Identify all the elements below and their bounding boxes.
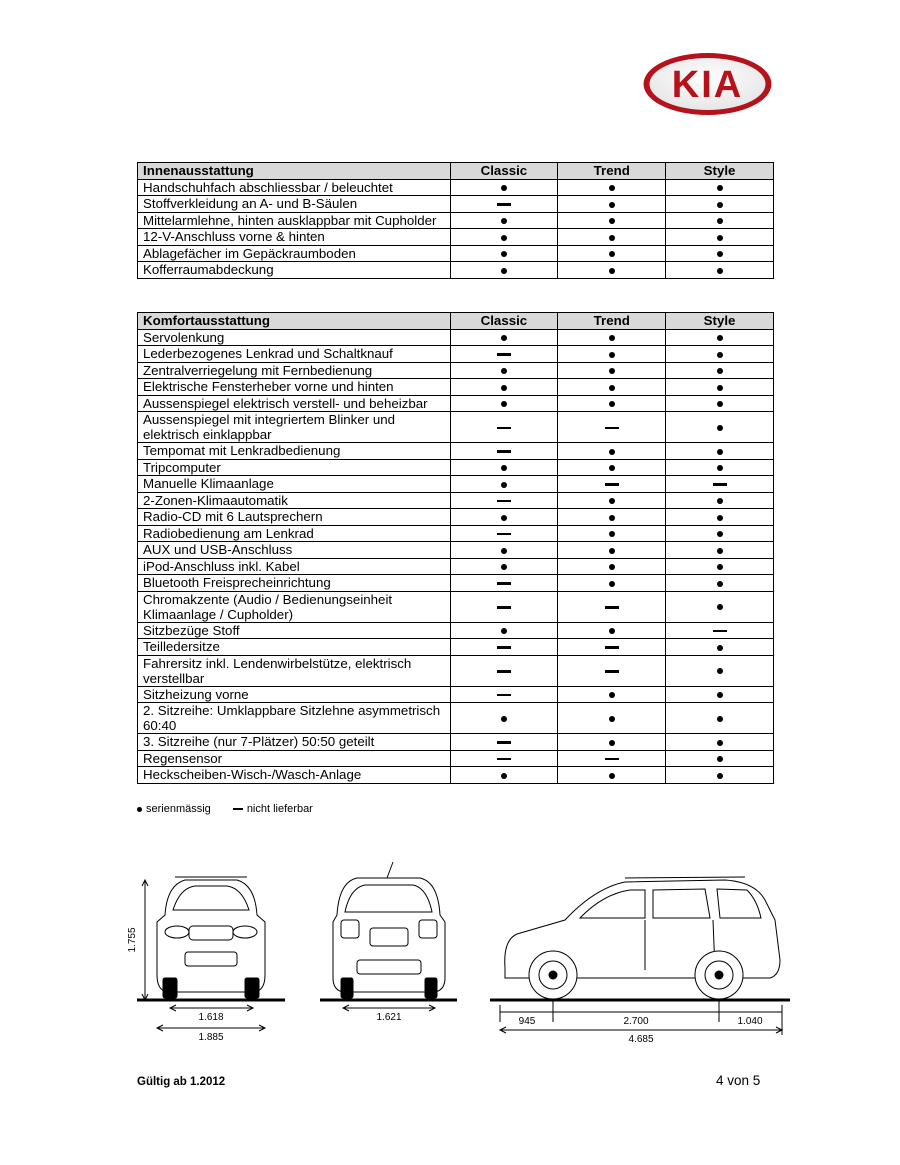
table-row bbox=[138, 443, 774, 460]
column-header-trend: Trend bbox=[558, 313, 666, 330]
availability-cell-style bbox=[666, 412, 774, 443]
unavailable-dash-icon bbox=[497, 670, 511, 673]
table-row bbox=[138, 622, 774, 639]
standard-dot-icon bbox=[609, 498, 615, 504]
availability-cell-style bbox=[666, 750, 774, 767]
table-row bbox=[138, 525, 774, 542]
availability-cell-style bbox=[666, 639, 774, 656]
unavailable-dash-icon bbox=[497, 741, 511, 744]
standard-dot-icon bbox=[501, 335, 507, 341]
feature-label: Tempomat mit Lenkradbedienung bbox=[138, 443, 451, 460]
feature-label: Zentralverriegelung mit Fernbedienung bbox=[138, 362, 451, 379]
availability-cell-style bbox=[666, 329, 774, 346]
standard-dot-icon bbox=[501, 628, 507, 634]
table-row bbox=[138, 591, 774, 622]
availability-cell-classic bbox=[450, 476, 558, 493]
feature-label: Servolenkung bbox=[138, 329, 451, 346]
table-row bbox=[138, 767, 774, 784]
table-row bbox=[138, 346, 774, 363]
unavailable-dash-icon bbox=[497, 694, 511, 697]
legend-unavailable-label: nicht lieferbar bbox=[246, 803, 313, 815]
availability-cell-trend bbox=[558, 575, 666, 592]
feature-label: Manuelle Klimaanlage bbox=[138, 476, 451, 493]
unavailable-dash-icon bbox=[605, 670, 619, 673]
rear-overhang-label: 1.040 bbox=[737, 1016, 763, 1027]
column-header-style: Style bbox=[666, 313, 774, 330]
availability-cell-trend bbox=[558, 412, 666, 443]
unavailable-dash-icon bbox=[497, 500, 511, 503]
availability-cell-classic bbox=[450, 362, 558, 379]
unavailable-dash-icon bbox=[497, 450, 511, 453]
feature-label: Handschuhfach abschliessbar / beleuchtet bbox=[138, 179, 451, 196]
standard-dot-icon bbox=[609, 564, 615, 570]
standard-dot-icon bbox=[717, 548, 723, 554]
feature-label: 3. Sitzreihe (nur 7-Plätzer) 50:50 geteilt bbox=[138, 734, 451, 751]
standard-dot-icon bbox=[609, 352, 615, 358]
standard-dot-icon bbox=[501, 251, 507, 257]
availability-cell-classic bbox=[450, 329, 558, 346]
standard-dot-icon bbox=[609, 628, 615, 634]
availability-cell-classic bbox=[450, 622, 558, 639]
availability-cell-trend bbox=[558, 196, 666, 213]
standard-dot-icon bbox=[501, 716, 507, 722]
unavailable-dash-icon bbox=[497, 582, 511, 585]
standard-dot-icon bbox=[717, 645, 723, 651]
feature-label: Ablagefächer im Gepäckraumboden bbox=[138, 245, 451, 262]
standard-dot-icon bbox=[717, 716, 723, 722]
vehicle-dimension-drawing bbox=[125, 860, 795, 1050]
standard-dot-icon bbox=[717, 202, 723, 208]
comfort-equipment-table bbox=[137, 312, 774, 784]
unavailable-dash-icon bbox=[497, 606, 511, 609]
feature-label: Aussenspiegel mit integriertem Blinker und elektrisch einklappbar bbox=[138, 412, 451, 443]
section-title: Komfortausstattung bbox=[138, 313, 451, 330]
table-row bbox=[138, 459, 774, 476]
standard-dot-icon bbox=[501, 548, 507, 554]
legend bbox=[137, 803, 313, 815]
feature-label: Mittelarmlehne, hinten ausklappbar mit Cupholder bbox=[138, 212, 451, 229]
availability-cell-trend bbox=[558, 525, 666, 542]
legend-standard-label: serienmässig bbox=[146, 803, 211, 815]
availability-cell-trend bbox=[558, 591, 666, 622]
availability-cell-classic bbox=[450, 509, 558, 526]
interior-equipment-table bbox=[137, 162, 774, 279]
availability-cell-style bbox=[666, 395, 774, 412]
standard-dot-icon bbox=[609, 692, 615, 698]
feature-label: Stoffverkleidung an A- und B-Säulen bbox=[138, 196, 451, 213]
availability-cell-trend bbox=[558, 179, 666, 196]
unavailable-dash-icon bbox=[605, 483, 619, 486]
kia-logo-text: KIA bbox=[671, 64, 744, 106]
standard-dot-icon bbox=[609, 185, 615, 191]
standard-dot-icon bbox=[609, 385, 615, 391]
unavailable-dash-icon bbox=[233, 808, 243, 811]
availability-cell-style bbox=[666, 379, 774, 396]
front-overhang-label: 945 bbox=[518, 1016, 536, 1027]
standard-dot-icon bbox=[609, 401, 615, 407]
availability-cell-classic bbox=[450, 229, 558, 246]
availability-cell-style bbox=[666, 686, 774, 703]
feature-label: Aussenspiegel elektrisch verstell- und beheizbar bbox=[138, 395, 451, 412]
availability-cell-classic bbox=[450, 639, 558, 656]
standard-dot-icon bbox=[717, 531, 723, 537]
feature-label: Tripcomputer bbox=[138, 459, 451, 476]
table-row bbox=[138, 703, 774, 734]
unavailable-dash-icon bbox=[605, 758, 619, 761]
standard-dot-icon bbox=[717, 756, 723, 762]
availability-cell-classic bbox=[450, 734, 558, 751]
feature-label: Sitzbezüge Stoff bbox=[138, 622, 451, 639]
feature-label: 2. Sitzreihe: Umklappbare Sitzlehne asymmetrisch 60:40 bbox=[138, 703, 451, 734]
availability-cell-style bbox=[666, 362, 774, 379]
length-label: 4.685 bbox=[628, 1034, 654, 1045]
column-header-trend: Trend bbox=[558, 163, 666, 180]
unavailable-dash-icon bbox=[713, 483, 727, 486]
availability-cell-trend bbox=[558, 655, 666, 686]
availability-cell-style bbox=[666, 591, 774, 622]
table-row bbox=[138, 196, 774, 213]
standard-dot-icon bbox=[609, 235, 615, 241]
feature-label: Lederbezogenes Lenkrad und Schaltknauf bbox=[138, 346, 451, 363]
availability-cell-style bbox=[666, 476, 774, 493]
feature-label: Kofferraumabdeckung bbox=[138, 262, 451, 279]
availability-cell-trend bbox=[558, 395, 666, 412]
availability-cell-classic bbox=[450, 459, 558, 476]
availability-cell-style bbox=[666, 509, 774, 526]
feature-label: Bluetooth Freisprecheinrichtung bbox=[138, 575, 451, 592]
unavailable-dash-icon bbox=[713, 630, 727, 633]
standard-dot-icon bbox=[717, 668, 723, 674]
unavailable-dash-icon bbox=[497, 646, 511, 649]
table-row bbox=[138, 245, 774, 262]
standard-dot-icon bbox=[609, 268, 615, 274]
standard-dot-icon bbox=[717, 352, 723, 358]
standard-dot-icon bbox=[501, 368, 507, 374]
standard-dot-icon bbox=[609, 515, 615, 521]
table-row bbox=[138, 639, 774, 656]
standard-dot-icon bbox=[609, 218, 615, 224]
standard-dot-icon bbox=[609, 335, 615, 341]
availability-cell-classic bbox=[450, 196, 558, 213]
standard-dot-icon bbox=[717, 564, 723, 570]
availability-cell-trend bbox=[558, 245, 666, 262]
standard-dot-icon bbox=[501, 268, 507, 274]
availability-cell-classic bbox=[450, 262, 558, 279]
standard-dot-icon bbox=[501, 482, 507, 488]
availability-cell-trend bbox=[558, 492, 666, 509]
validity-date: Gültig ab 1.2012 bbox=[137, 1076, 226, 1088]
standard-dot-icon bbox=[717, 385, 723, 391]
feature-label: Elektrische Fensterheber vorne und hinten bbox=[138, 379, 451, 396]
availability-cell-classic bbox=[450, 750, 558, 767]
standard-dot-icon bbox=[609, 251, 615, 257]
unavailable-dash-icon bbox=[605, 606, 619, 609]
table-row bbox=[138, 229, 774, 246]
availability-cell-trend bbox=[558, 750, 666, 767]
availability-cell-classic bbox=[450, 346, 558, 363]
standard-dot-icon bbox=[609, 716, 615, 722]
standard-dot-icon bbox=[501, 218, 507, 224]
table-row bbox=[138, 575, 774, 592]
availability-cell-style bbox=[666, 443, 774, 460]
table-row bbox=[138, 750, 774, 767]
standard-dot-icon bbox=[717, 268, 723, 274]
standard-dot-icon bbox=[501, 564, 507, 570]
feature-label: Radiobedienung am Lenkrad bbox=[138, 525, 451, 542]
availability-cell-style bbox=[666, 245, 774, 262]
availability-cell-style bbox=[666, 262, 774, 279]
standard-dot-icon bbox=[717, 218, 723, 224]
wheelbase-label: 2.700 bbox=[623, 1016, 649, 1027]
availability-cell-classic bbox=[450, 395, 558, 412]
standard-dot-icon bbox=[717, 425, 723, 431]
unavailable-dash-icon bbox=[605, 427, 619, 430]
standard-dot-icon bbox=[501, 401, 507, 407]
standard-dot-icon bbox=[501, 465, 507, 471]
availability-cell-style bbox=[666, 655, 774, 686]
availability-cell-trend bbox=[558, 476, 666, 493]
feature-label: Fahrersitz inkl. Lendenwirbelstütze, elektrisch verstellbar bbox=[138, 655, 451, 686]
unavailable-dash-icon bbox=[497, 758, 511, 761]
availability-cell-classic bbox=[450, 703, 558, 734]
availability-cell-trend bbox=[558, 212, 666, 229]
availability-cell-classic bbox=[450, 245, 558, 262]
standard-dot-icon bbox=[717, 368, 723, 374]
standard-dot-icon bbox=[717, 185, 723, 191]
availability-cell-trend bbox=[558, 542, 666, 559]
table-row bbox=[138, 542, 774, 559]
feature-label: iPod-Anschluss inkl. Kabel bbox=[138, 558, 451, 575]
unavailable-dash-icon bbox=[497, 203, 511, 206]
feature-label: 2-Zonen-Klimaautomatik bbox=[138, 492, 451, 509]
standard-dot-icon bbox=[717, 773, 723, 779]
availability-cell-classic bbox=[450, 443, 558, 460]
availability-cell-style bbox=[666, 525, 774, 542]
table-row bbox=[138, 212, 774, 229]
standard-dot-icon bbox=[717, 401, 723, 407]
table-row bbox=[138, 492, 774, 509]
table-row bbox=[138, 412, 774, 443]
column-header-style: Style bbox=[666, 163, 774, 180]
availability-cell-classic bbox=[450, 655, 558, 686]
availability-cell-style bbox=[666, 558, 774, 575]
availability-cell-trend bbox=[558, 379, 666, 396]
standard-dot-icon bbox=[501, 235, 507, 241]
availability-cell-style bbox=[666, 734, 774, 751]
legend-unavailable bbox=[233, 803, 313, 815]
standard-dot-icon bbox=[717, 335, 723, 341]
availability-cell-style bbox=[666, 767, 774, 784]
standard-dot-icon bbox=[717, 465, 723, 471]
availability-cell-classic bbox=[450, 591, 558, 622]
width-label: 1.885 bbox=[198, 1032, 224, 1043]
feature-label: Sitzheizung vorne bbox=[138, 686, 451, 703]
availability-cell-trend bbox=[558, 262, 666, 279]
column-header-classic: Classic bbox=[450, 163, 558, 180]
availability-cell-classic bbox=[450, 492, 558, 509]
standard-dot-icon bbox=[609, 465, 615, 471]
availability-cell-classic bbox=[450, 379, 558, 396]
table-row bbox=[138, 379, 774, 396]
availability-cell-trend bbox=[558, 459, 666, 476]
standard-dot-icon bbox=[609, 773, 615, 779]
standard-dot-icon bbox=[501, 385, 507, 391]
standard-dot-icon bbox=[717, 235, 723, 241]
standard-dot-icon bbox=[501, 515, 507, 521]
availability-cell-trend bbox=[558, 639, 666, 656]
unavailable-dash-icon bbox=[605, 646, 619, 649]
availability-cell-classic bbox=[450, 179, 558, 196]
rear-track-label: 1.621 bbox=[376, 1012, 402, 1023]
availability-cell-classic bbox=[450, 412, 558, 443]
table-row bbox=[138, 476, 774, 493]
feature-label: Heckscheiben-Wisch-/Wasch-Anlage bbox=[138, 767, 451, 784]
feature-label: 12-V-Anschluss vorne & hinten bbox=[138, 229, 451, 246]
availability-cell-style bbox=[666, 703, 774, 734]
page-number: 4 von 5 bbox=[716, 1073, 761, 1088]
front-view bbox=[157, 877, 265, 998]
availability-cell-trend bbox=[558, 703, 666, 734]
standard-dot-icon bbox=[137, 807, 142, 812]
availability-cell-trend bbox=[558, 622, 666, 639]
availability-cell-style bbox=[666, 229, 774, 246]
availability-cell-style bbox=[666, 212, 774, 229]
availability-cell-trend bbox=[558, 558, 666, 575]
availability-cell-trend bbox=[558, 329, 666, 346]
feature-label: Regensensor bbox=[138, 750, 451, 767]
availability-cell-style bbox=[666, 346, 774, 363]
availability-cell-trend bbox=[558, 686, 666, 703]
standard-dot-icon bbox=[609, 368, 615, 374]
legend-standard bbox=[137, 803, 211, 815]
standard-dot-icon bbox=[501, 773, 507, 779]
feature-label: Teilledersitze bbox=[138, 639, 451, 656]
availability-cell-classic bbox=[450, 575, 558, 592]
table-row bbox=[138, 509, 774, 526]
availability-cell-trend bbox=[558, 443, 666, 460]
availability-cell-style bbox=[666, 179, 774, 196]
kia-logo bbox=[640, 50, 775, 118]
availability-cell-trend bbox=[558, 734, 666, 751]
availability-cell-classic bbox=[450, 212, 558, 229]
front-track-label: 1.618 bbox=[198, 1012, 224, 1023]
availability-cell-trend bbox=[558, 767, 666, 784]
availability-cell-classic bbox=[450, 542, 558, 559]
standard-dot-icon bbox=[717, 740, 723, 746]
availability-cell-classic bbox=[450, 686, 558, 703]
standard-dot-icon bbox=[609, 581, 615, 587]
feature-label: Chromakzente (Audio / Bedienungseinheit Klimaanlage / Cupholder) bbox=[138, 591, 451, 622]
availability-cell-style bbox=[666, 196, 774, 213]
table-row bbox=[138, 734, 774, 751]
standard-dot-icon bbox=[717, 251, 723, 257]
availability-cell-classic bbox=[450, 525, 558, 542]
standard-dot-icon bbox=[609, 449, 615, 455]
standard-dot-icon bbox=[717, 498, 723, 504]
height-label: 1.755 bbox=[127, 927, 138, 953]
table-row bbox=[138, 395, 774, 412]
table-row bbox=[138, 362, 774, 379]
table-row bbox=[138, 179, 774, 196]
standard-dot-icon bbox=[717, 604, 723, 610]
unavailable-dash-icon bbox=[497, 427, 511, 430]
availability-cell-trend bbox=[558, 509, 666, 526]
standard-dot-icon bbox=[609, 202, 615, 208]
standard-dot-icon bbox=[609, 548, 615, 554]
standard-dot-icon bbox=[609, 740, 615, 746]
availability-cell-style bbox=[666, 542, 774, 559]
feature-label: Radio-CD mit 6 Lautsprechern bbox=[138, 509, 451, 526]
standard-dot-icon bbox=[717, 449, 723, 455]
feature-label: AUX und USB-Anschluss bbox=[138, 542, 451, 559]
table-row bbox=[138, 329, 774, 346]
section-title: Innenausstattung bbox=[138, 163, 451, 180]
table-row bbox=[138, 655, 774, 686]
availability-cell-style bbox=[666, 492, 774, 509]
column-header-classic: Classic bbox=[450, 313, 558, 330]
standard-dot-icon bbox=[717, 515, 723, 521]
availability-cell-style bbox=[666, 622, 774, 639]
side-view bbox=[505, 877, 780, 999]
standard-dot-icon bbox=[717, 581, 723, 587]
availability-cell-classic bbox=[450, 558, 558, 575]
availability-cell-trend bbox=[558, 229, 666, 246]
availability-cell-style bbox=[666, 459, 774, 476]
table-row bbox=[138, 262, 774, 279]
standard-dot-icon bbox=[501, 185, 507, 191]
table-row bbox=[138, 558, 774, 575]
unavailable-dash-icon bbox=[497, 533, 511, 536]
availability-cell-classic bbox=[450, 767, 558, 784]
availability-cell-trend bbox=[558, 346, 666, 363]
standard-dot-icon bbox=[717, 692, 723, 698]
table-row bbox=[138, 686, 774, 703]
unavailable-dash-icon bbox=[497, 353, 511, 356]
rear-view bbox=[333, 862, 445, 998]
standard-dot-icon bbox=[609, 531, 615, 537]
availability-cell-style bbox=[666, 575, 774, 592]
availability-cell-trend bbox=[558, 362, 666, 379]
